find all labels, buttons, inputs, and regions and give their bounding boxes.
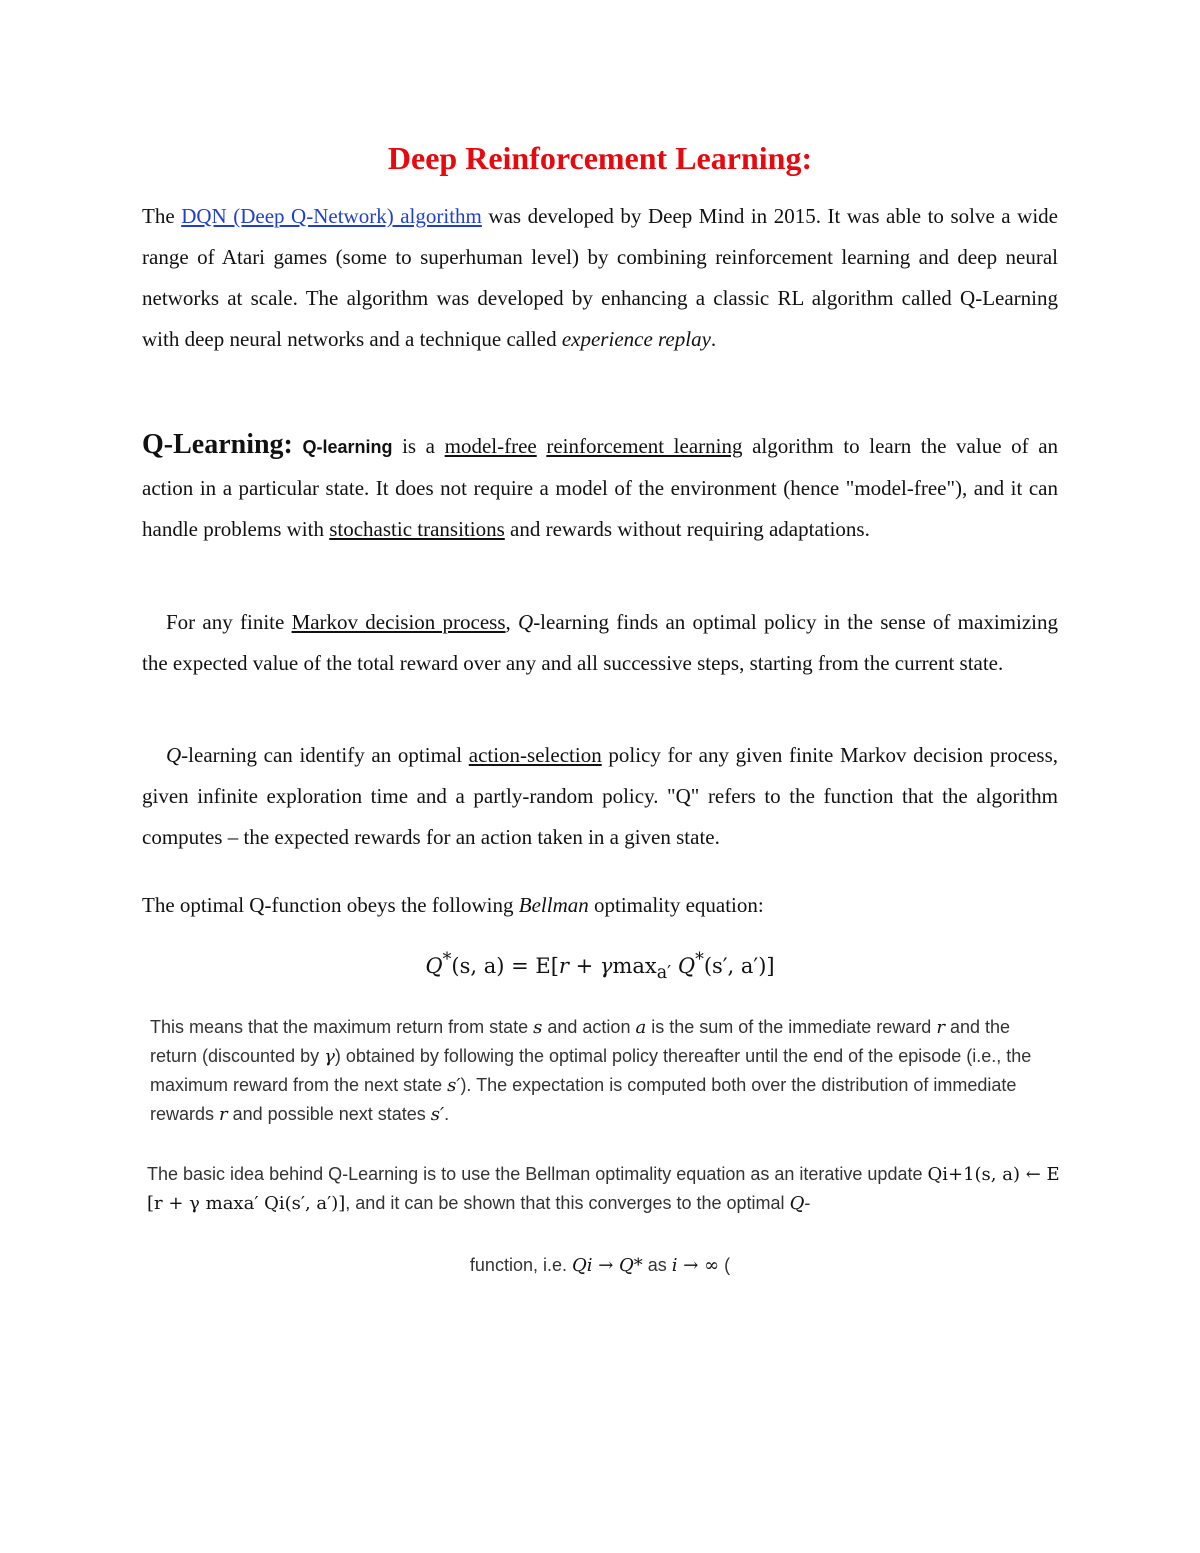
- mdp-paragraph: For any finite Markov decision process, Q-learning finds an optimal policy in the sense of maximizing the expected value of the total reward over any and all successive steps, starting from the current state.: [142, 610, 1058, 675]
- action-selection-paragraph: Q-learning can identify an optimal action-selection policy for any given finite Markov decision process, given infinite exploration time and a partly-random policy. "Q" refers to the function that the algorithm computes – the expected rewards for an action taken in a given state.: [142, 743, 1058, 849]
- bellman-equation: Q*(s, a) = E[r + γmax$_{a'}$ Q*(s′, a′)]: [425, 950, 775, 984]
- q-learning-paragraph: Q-Learning: Q-learning is a model-free reinforcement learning algorithm to learn the value of an action in a particular state. It does not require a model of the environment (hence "model-free"), and it can handle problems with stochastic transitions and rewards without requiring adaptations.: [142, 429, 1059, 541]
- stochastic-transitions-link[interactable]: stochastic transitions: [329, 517, 505, 541]
- convergence-line: function, i.e. Qi → Q* as i → ∞ (: [469, 1255, 731, 1276]
- action-selection-link[interactable]: action-selection: [468, 743, 602, 767]
- bellman-intro: The optimal Q-function obeys the following Bellman optimality equation:: [142, 893, 764, 917]
- iterative-update-formula: Qi+1(s, a) ← E [r + γ maxa′ Qi(s′, a′)]: [147, 1164, 1060, 1214]
- dqn-paragraph: The DQN (Deep Q-Network) algorithm was developed by Deep Mind in 2015. It was able to solve a wide range of Atari games (some to superhuman level) by combining reinforcement learning and deep neural networks at scale. The algorithm was developed by enhancing a classic RL algorithm called Q-Learning with deep neural networks and a technique called experience replay.: [142, 204, 1058, 351]
- q-learning-heading: Q-Learning:: [142, 429, 293, 460]
- reinforcement-learning-link[interactable]: reinforcement learning: [546, 434, 743, 458]
- iterative-update-explanation: The basic idea behind Q-Learning is to use the Bellman optimality equation as an iterative update Qi+1(s, a) ← E [r + γ maxa′ Qi(s′, a′)], and it can be shown that this converges to the optimal Q-: [147, 1164, 1060, 1214]
- page-title: Deep Reinforcement Learning:: [387, 140, 813, 176]
- bellman-term: Bellman: [518, 893, 589, 917]
- q-learning-term: Q-learning: [302, 437, 393, 457]
- dqn-algorithm-link[interactable]: DQN (Deep Q-Network) algorithm: [181, 204, 482, 228]
- bellman-explanation: This means that the maximum return from state s and action a is the sum of the immediate reward r and the return (discounted by γ) obtained by following the optimal policy thereafter until the end of the episode (i.e., the maximum reward from the next state s′). The expectation is computed both over the distribution of immediate rewards r and possible next states s′.: [150, 1017, 1032, 1125]
- markov-decision-process-link[interactable]: Markov decision process: [291, 610, 506, 634]
- experience-replay-term: experience replay: [561, 327, 711, 351]
- model-free-link[interactable]: model-free: [444, 434, 537, 458]
